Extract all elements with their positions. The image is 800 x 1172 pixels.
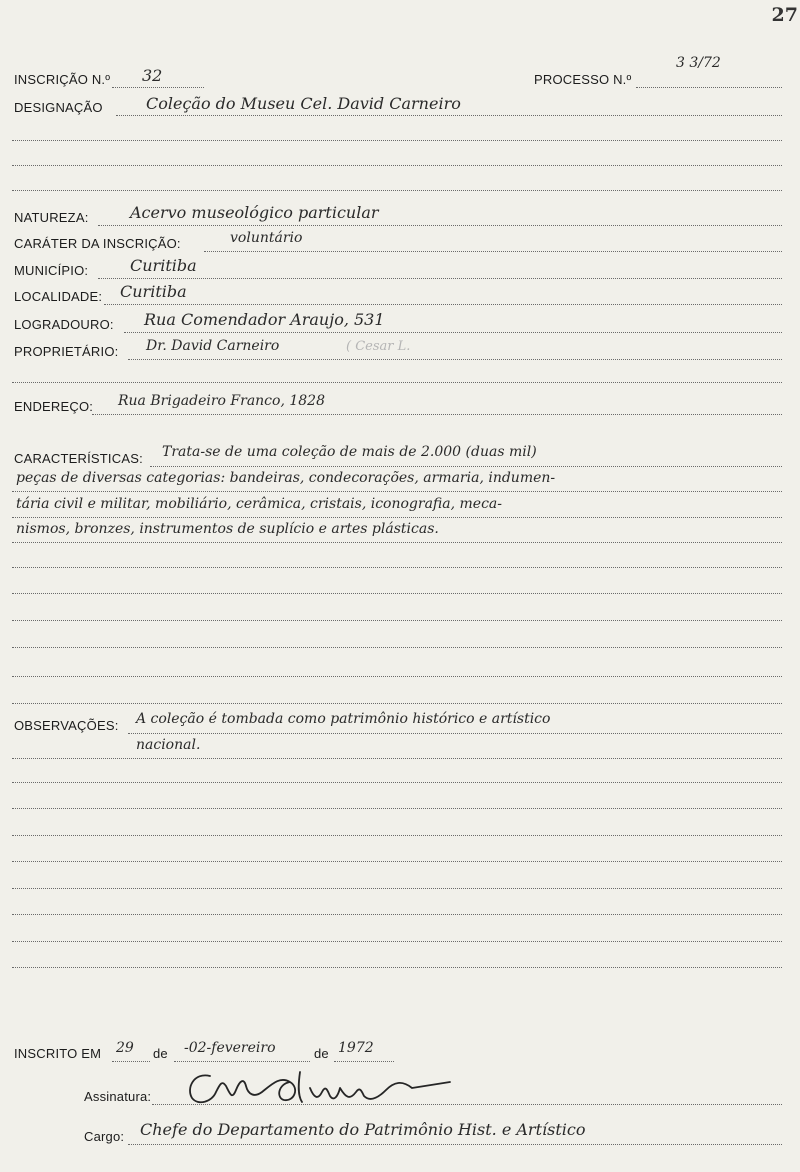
proprietario-line xyxy=(128,359,782,360)
carater-line xyxy=(204,251,782,252)
observacoes-line xyxy=(128,733,782,734)
designacao-line xyxy=(116,115,782,116)
inscricao-value: 32 xyxy=(142,66,163,85)
blank-line xyxy=(12,941,782,942)
inscrito-ano: 1972 xyxy=(338,1040,374,1056)
natureza-label: NATUREZA: xyxy=(14,210,89,225)
blank-line xyxy=(12,620,782,621)
endereco-value: Rua Brigadeiro Franco, 1828 xyxy=(118,393,325,409)
caracteristicas-label: CARACTERÍSTICAS: xyxy=(14,451,143,466)
caracteristicas-line xyxy=(150,466,782,467)
cargo-line xyxy=(128,1144,782,1145)
inscrito-dia: 29 xyxy=(116,1040,134,1056)
observacoes-line-1: A coleção é tombada como patrimônio histórico e artístico xyxy=(136,711,551,727)
municipio-line xyxy=(98,278,782,279)
blank-line xyxy=(12,165,782,166)
designacao-value: Coleção do Museu Cel. David Carneiro xyxy=(146,94,461,113)
carater-value: voluntário xyxy=(230,230,303,246)
natureza-value: Acervo museológico particular xyxy=(130,203,379,222)
observacoes-rule xyxy=(12,758,782,759)
carater-label: CARÁTER DA INSCRIÇÃO: xyxy=(14,236,181,251)
caracteristicas-rule xyxy=(12,491,782,492)
blank-line xyxy=(12,888,782,889)
blank-line xyxy=(12,967,782,968)
blank-line xyxy=(12,382,782,383)
blank-line xyxy=(12,861,782,862)
processo-label: PROCESSO N.º xyxy=(534,72,632,87)
observacoes-label: OBSERVAÇÕES: xyxy=(14,718,119,733)
caracteristicas-rule xyxy=(12,542,782,543)
localidade-label: LOCALIDADE: xyxy=(14,289,103,304)
processo-line xyxy=(636,87,782,88)
natureza-line xyxy=(98,225,782,226)
blank-line xyxy=(12,782,782,783)
blank-line xyxy=(12,647,782,648)
logradouro-line xyxy=(124,332,782,333)
proprietario-value: Dr. David Carneiro xyxy=(146,338,280,354)
inscrito-em-label: INSCRITO EM xyxy=(14,1046,102,1061)
page-number: 27 xyxy=(771,4,798,26)
blank-line xyxy=(12,703,782,704)
observacoes-line-2: nacional. xyxy=(136,737,201,753)
blank-line xyxy=(12,808,782,809)
inscrito-dia-line xyxy=(112,1061,150,1062)
de-label-1: de xyxy=(153,1046,168,1061)
cargo-value: Chefe do Departamento do Patrimônio Hist. e Artístico xyxy=(140,1120,586,1139)
caracteristicas-line-1: Trata-se de uma coleção de mais de 2.000 (duas mil) xyxy=(162,444,537,460)
handwritten-signature xyxy=(180,1062,460,1112)
processo-value: 3 3/72 xyxy=(676,55,721,71)
endereco-label: ENDEREÇO: xyxy=(14,399,94,414)
inscricao-label: INSCRIÇÃO N.º xyxy=(14,72,111,87)
caracteristicas-line-4: nismos, bronzes, instrumentos de suplício e artes plásticas. xyxy=(16,521,439,537)
blank-line xyxy=(12,190,782,191)
logradouro-label: LOGRADOURO: xyxy=(14,317,114,332)
municipio-value: Curitiba xyxy=(130,256,197,275)
blank-line xyxy=(12,835,782,836)
caracteristicas-line-2: peças de diversas categorias: bandeiras, condecorações, armaria, indumen- xyxy=(16,470,556,486)
de-label-2: de xyxy=(314,1046,329,1061)
blank-line xyxy=(12,593,782,594)
inscrito-mes: -02-fevereiro xyxy=(184,1040,276,1056)
endereco-line xyxy=(92,414,782,415)
localidade-value: Curitiba xyxy=(120,282,187,301)
blank-line xyxy=(12,676,782,677)
caracteristicas-line-3: tária civil e militar, mobiliário, cerâmica, cristais, iconografia, meca- xyxy=(16,496,502,512)
blank-line xyxy=(12,914,782,915)
blank-line xyxy=(12,140,782,141)
caracteristicas-rule xyxy=(12,517,782,518)
inscricao-line xyxy=(112,87,204,88)
localidade-line xyxy=(104,304,782,305)
designacao-label: DESIGNAÇÃO xyxy=(14,100,103,115)
cargo-label: Cargo: xyxy=(84,1129,125,1144)
proprietario-faint-note: ( Cesar L. xyxy=(346,339,411,354)
assinatura-label: Assinatura: xyxy=(84,1089,152,1104)
logradouro-value: Rua Comendador Araujo, 531 xyxy=(144,310,385,329)
municipio-label: MUNICÍPIO: xyxy=(14,263,89,278)
proprietario-label: PROPRIETÁRIO: xyxy=(14,344,119,359)
blank-line xyxy=(12,567,782,568)
